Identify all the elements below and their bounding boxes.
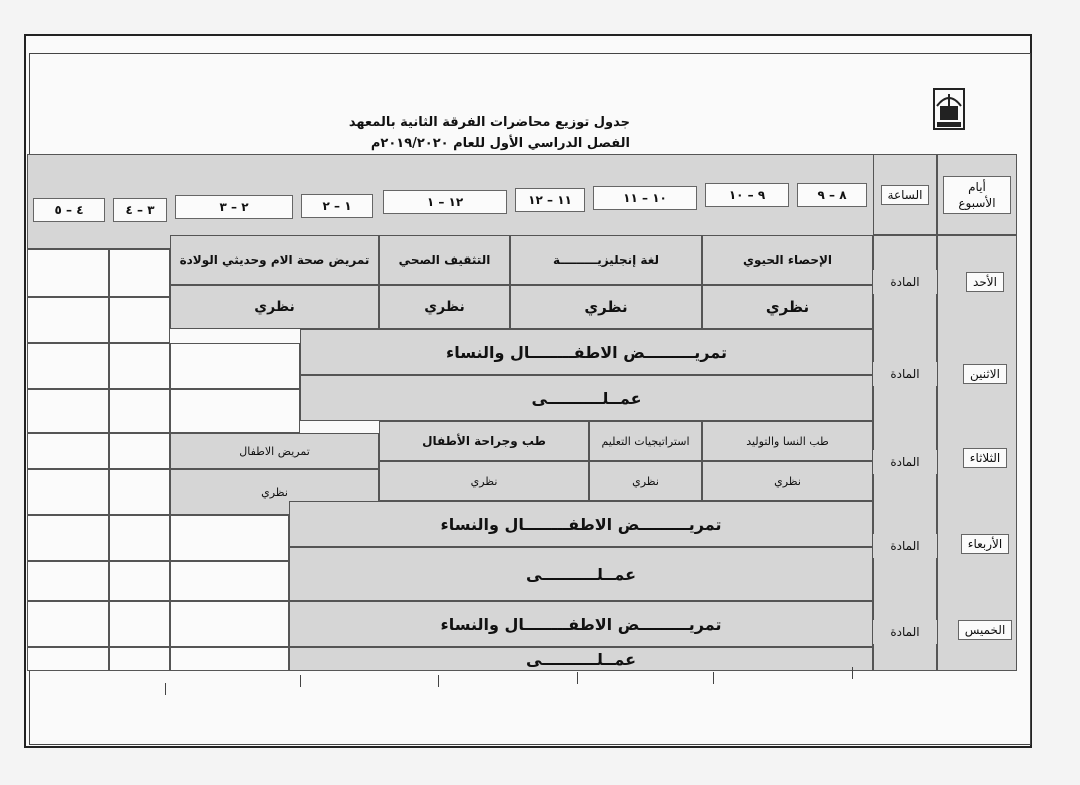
slot-7: ٢ – ٣ [175, 195, 293, 219]
thu-subject: تمريـــــــــض الاطفــــــــال والنساء [289, 601, 873, 647]
empty-cell [109, 469, 170, 515]
mon-type: عمــلــــــــــى [300, 375, 873, 421]
label-tue: المادة [873, 450, 937, 474]
sun-type-2: نظري [510, 285, 702, 329]
label-sun: المادة [873, 270, 937, 294]
slot-2: ٩ – ١٠ [705, 183, 789, 207]
slot-1: ٨ – ٩ [797, 183, 867, 207]
label-wed: المادة [873, 534, 937, 558]
empty-cell [27, 297, 109, 343]
hour-header: الساعة [881, 185, 930, 205]
empty-cell [109, 647, 170, 671]
wed-type: عمــلــــــــــى [289, 547, 873, 601]
tick-mark [713, 672, 714, 684]
empty-cell [27, 561, 109, 601]
empty-cell [109, 249, 170, 297]
empty-cell [27, 343, 109, 389]
empty-cell [27, 249, 109, 297]
empty-cell [109, 561, 170, 601]
institute-logo-icon [933, 88, 965, 130]
sun-subject-3: التثقيف الصحي [379, 235, 510, 285]
empty-cell [27, 433, 109, 469]
sun-type-3: نظري [379, 285, 510, 329]
schedule-title [300, 112, 630, 154]
empty-cell [27, 469, 109, 515]
tue-subject-3: طب وجراحة الأطفال [379, 421, 589, 461]
day-thu: الخميس [957, 618, 1013, 642]
tue-subject-4: تمريض الاطفال [170, 433, 379, 469]
sun-subject-4: تمريض صحة الام وحديثي الولادة [170, 235, 379, 285]
empty-cell [170, 343, 300, 389]
label-mon: المادة [873, 362, 937, 386]
empty-cell [170, 515, 289, 561]
sun-type-1: نظري [702, 285, 873, 329]
sun-subject-2: لغة إنجليزيـــــــــة [510, 235, 702, 285]
empty-cell [109, 601, 170, 647]
tue-type-3: نظري [379, 461, 589, 501]
tue-subject-2: استراتيجيات التعليم [589, 421, 702, 461]
days-header: أيام الأسبوع [943, 176, 1011, 214]
empty-cell [27, 647, 109, 671]
title-line-2: الفصل الدراسي الأول للعام ٢٠١٩/٢٠٢٠م [370, 136, 630, 151]
tue-type-1: نظري [702, 461, 873, 501]
tick-mark [300, 675, 301, 687]
tick-mark [438, 675, 439, 687]
sun-type-4: نظري [170, 285, 379, 329]
empty-cell [109, 343, 170, 389]
days-header-cell [937, 154, 1017, 235]
wed-subject: تمريـــــــــض الاطفــــــــال والنساء [289, 501, 873, 547]
slot-4: ١١ – ١٢ [515, 188, 585, 212]
thu-type: عمــلــــــــــى [289, 647, 873, 671]
schedule-table [27, 154, 1017, 671]
slot-5: ١٢ – ١ [383, 190, 507, 214]
hour-header-cell [873, 154, 937, 235]
slot-6: ١ – ٢ [301, 194, 373, 218]
tick-mark [852, 667, 853, 679]
empty-cell [109, 515, 170, 561]
sun-subject-1: الإحصاء الحيوي [702, 235, 873, 285]
slot-9: ٤ – ٥ [33, 198, 105, 222]
slot-3: ١٠ – ١١ [593, 186, 697, 210]
day-sun: الأحد [957, 270, 1013, 294]
empty-cell [170, 601, 289, 647]
day-wed: الأربعاء [957, 532, 1013, 556]
tue-type-2: نظري [589, 461, 702, 501]
empty-cell [27, 515, 109, 561]
mon-subject: تمريـــــــــض الاطفــــــــال والنساء [300, 329, 873, 375]
empty-cell [109, 389, 170, 433]
empty-cell [170, 647, 289, 671]
empty-cell [27, 389, 109, 433]
tue-type-4: نظري [170, 469, 379, 515]
empty-cell [109, 433, 170, 469]
tue-subject-1: طب النسا والتوليد [702, 421, 873, 461]
empty-cell [170, 389, 300, 433]
tick-mark [577, 672, 578, 684]
empty-cell [27, 601, 109, 647]
empty-cell [170, 561, 289, 601]
title-line-1: جدول توزيع محاضرات الفرقة الثانية بالمعهد [348, 115, 630, 130]
day-tue: الثلاثاء [957, 446, 1013, 470]
slot-8: ٣ – ٤ [113, 198, 167, 222]
empty-cell [109, 297, 170, 343]
tick-mark [165, 683, 166, 695]
label-thu: المادة [873, 620, 937, 644]
day-mon: الاثنين [957, 362, 1013, 386]
